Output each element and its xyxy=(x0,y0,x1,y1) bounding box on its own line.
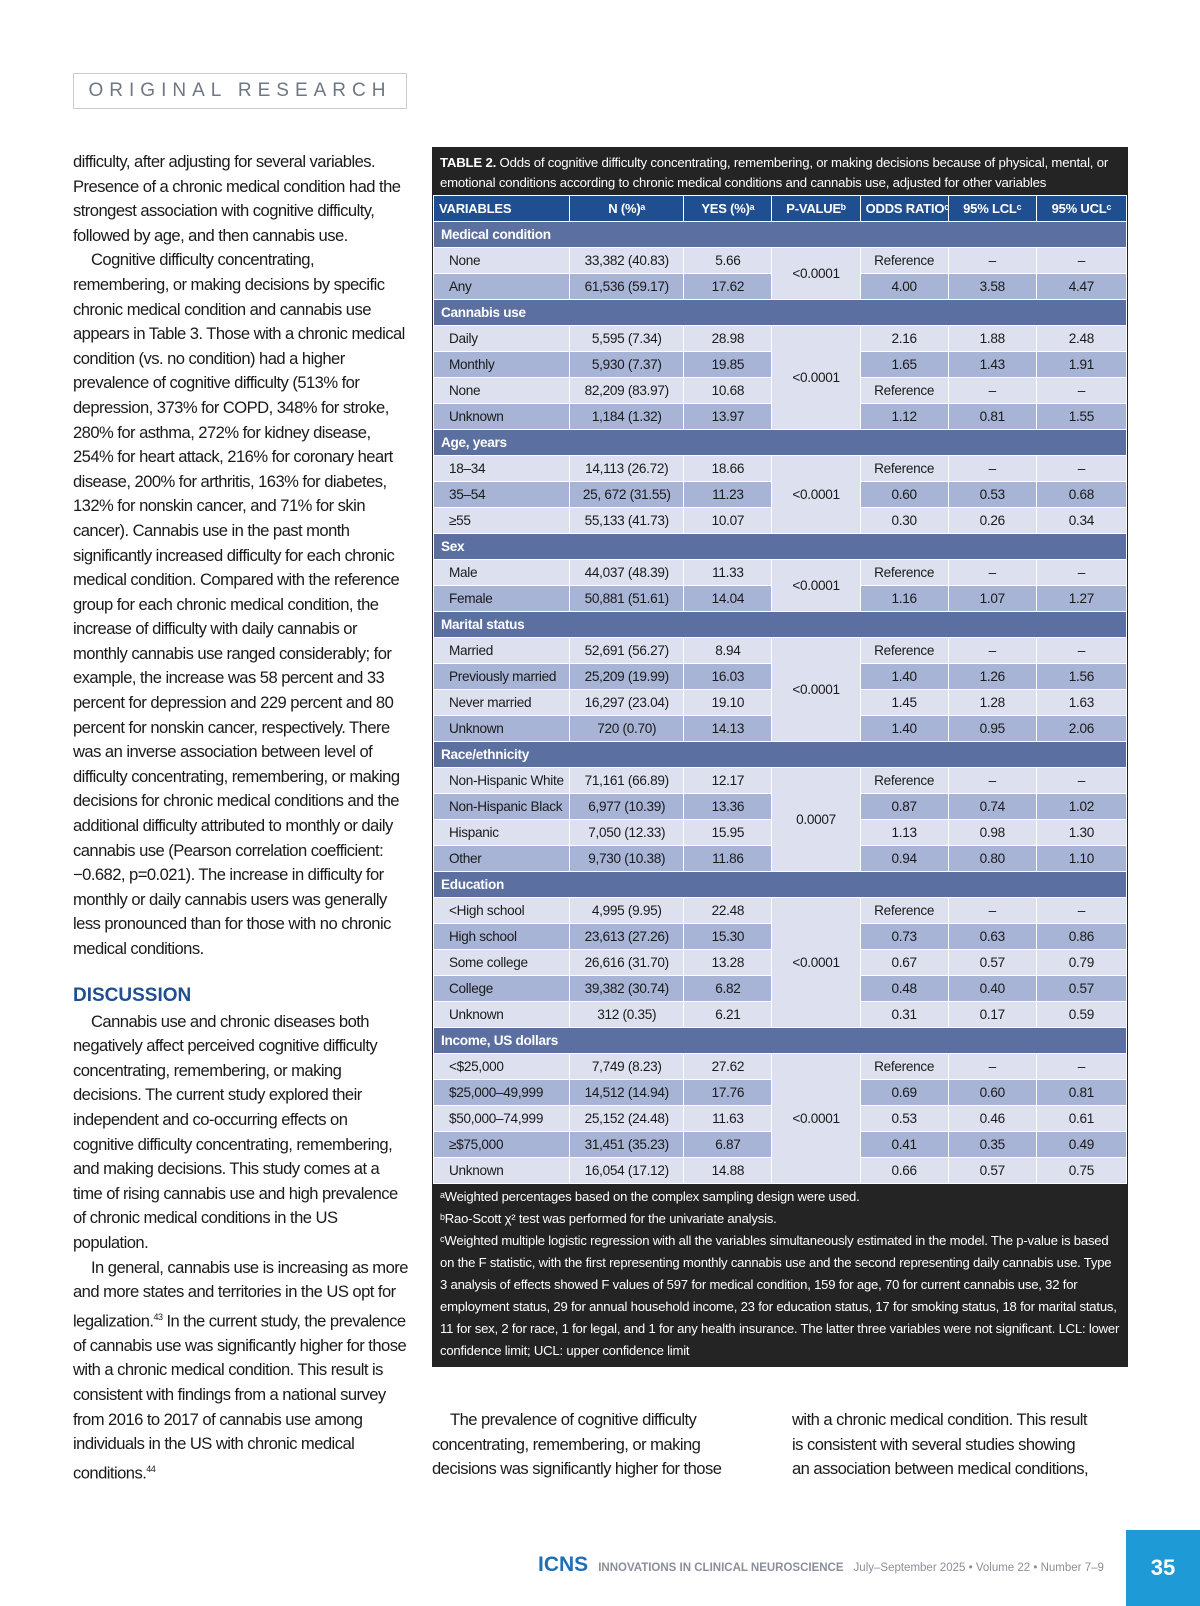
variable-cell: <High school xyxy=(434,898,570,924)
table-cell: 17.76 xyxy=(684,1080,772,1106)
table-cell: 0.75 xyxy=(1036,1158,1126,1184)
table-cell: 55,133 (41.73) xyxy=(570,508,684,534)
variable-cell: Any xyxy=(434,274,570,300)
variable-cell: Non-Hispanic White xyxy=(434,768,570,794)
table-cell: 1,184 (1.32) xyxy=(570,404,684,430)
table-cell: 0.46 xyxy=(948,1106,1036,1132)
table-section-row xyxy=(434,534,1127,560)
table-cell: 0.49 xyxy=(1036,1132,1126,1158)
table-note: ᵃWeighted percentages based on the complex sampling design were used. xyxy=(440,1189,860,1204)
table-section-row xyxy=(434,300,1127,326)
issue-info: July–September 2025 • Volume 22 • Number 7–9 xyxy=(853,1562,1104,1574)
table-cell: 1.40 xyxy=(860,664,948,690)
table-cell: 0.60 xyxy=(948,1080,1036,1106)
body-paragraph: Cognitive difficulty concentrating, remembering, or making decisions by specific chronic medical condition and cannabis use appears in Table 3. Those with a chronic medical condition (vs. no condition) had a higher prevalence of cognitive difficulty (513% for depression, 373% for COPD, 348% for stroke, 280% for asthma, 272% for kidney disease, 254% for heart attack, 216% for coronary heart disease, 200% for arthritis, 163% for diabetes, 132% for nonskin cancer, and 71% for skin cancer). Cannabis use in the past month significantly increased difficulty for each chronic medical condition. Compared with the reference group for each chronic medical condition, the increase of difficulty with daily cannabis or monthly cannabis use ranged considerably; for example, the increase was 58 percent and 33 percent for depression and 229 percent and 80 percent for nonskin cancer, respectively. There was an inverse association between level of difficulty concentrating, remembering, or making decisions for chronic medical conditions and the additional difficulty attributed to monthly or daily cannabis use (Pearson correlation coefficient: −0.682, p=0.021). The increase in difficulty for monthly or daily cannabis users was generally less pronounced than for those with no chronic medical conditions. xyxy=(73,250,405,958)
table-cell: 4.47 xyxy=(1036,274,1126,300)
table-cell: 1.13 xyxy=(860,820,948,846)
table-cell: Reference xyxy=(860,1054,948,1080)
table-cell: 312 (0.35) xyxy=(570,1002,684,1028)
table-section-row xyxy=(434,742,1127,768)
section-label: ORIGINAL RESEARCH xyxy=(73,73,407,109)
table-cell: 0.57 xyxy=(1036,976,1126,1002)
table-cell: 1.07 xyxy=(948,586,1036,612)
table-cell: 11.63 xyxy=(684,1106,772,1132)
table-cell: 1.10 xyxy=(1036,846,1126,872)
table-cell: 44,037 (48.39) xyxy=(570,560,684,586)
table-cell: 19.10 xyxy=(684,690,772,716)
table-cell: 0.59 xyxy=(1036,1002,1126,1028)
table-cell: 15.30 xyxy=(684,924,772,950)
table-cell: 39,382 (30.74) xyxy=(570,976,684,1002)
table-row xyxy=(434,326,1127,352)
table-cell: 14,113 (26.72) xyxy=(570,456,684,482)
table-cell: 0.87 xyxy=(860,794,948,820)
table-cell: 17.62 xyxy=(684,274,772,300)
variable-cell: Other xyxy=(434,846,570,872)
table-cell: 0.26 xyxy=(948,508,1036,534)
variable-cell: Married xyxy=(434,638,570,664)
table-cell: 28.98 xyxy=(684,326,772,352)
table-cell: 0.40 xyxy=(948,976,1036,1002)
journal-name: INNOVATIONS IN CLINICAL NEUROSCIENCE xyxy=(598,1562,844,1574)
table-cell: Reference xyxy=(860,898,948,924)
variable-cell: Unknown xyxy=(434,1158,570,1184)
table-cell: – xyxy=(948,248,1036,274)
section-name: Race/ethnicity xyxy=(434,742,1127,768)
table-cell: 6.87 xyxy=(684,1132,772,1158)
variable-cell: Unknown xyxy=(434,404,570,430)
table-cell: 16,054 (17.12) xyxy=(570,1158,684,1184)
table-cell: 1.56 xyxy=(1036,664,1126,690)
table-cell: 26,616 (31.70) xyxy=(570,950,684,976)
table-section-row xyxy=(434,222,1127,248)
table-cell: 1.45 xyxy=(860,690,948,716)
table-cell: 1.28 xyxy=(948,690,1036,716)
table-cell: 0.57 xyxy=(948,1158,1036,1184)
table-cell: – xyxy=(1036,898,1126,924)
p-value-cell: <0.0001 xyxy=(772,456,860,534)
table-note: ᶜWeighted multiple logistic regression with all the variables simultaneously estimated in the model. The p-value is based on the F statistic, with the first representing monthly cannabis use and the second representing daily cannabis use. Type 3 analysis of effects showed F values of 597 for medical condition, 159 for age, 70 for current cannabis use, 32 for employment status, 29 for annual household income, 23 for education status, 17 for smoking status, 18 for marital status, 11 for sex, 2 for race, 1 for legal, and 1 for any health insurance. The latter three variables were not significant. LCL: lower confidence limit; UCL: upper confidence limit xyxy=(440,1233,1120,1358)
table-cell: 11.86 xyxy=(684,846,772,872)
table-cell: 0.48 xyxy=(860,976,948,1002)
table-cell: 19.85 xyxy=(684,352,772,378)
table-note: ᵇRao-Scott χ² test was performed for the univariate analysis. xyxy=(440,1211,777,1226)
table-cell: 14.13 xyxy=(684,716,772,742)
section-name: Sex xyxy=(434,534,1127,560)
variable-cell: ≥55 xyxy=(434,508,570,534)
table-row xyxy=(434,638,1127,664)
section-name: Age, years xyxy=(434,430,1127,456)
table-cell: 13.28 xyxy=(684,950,772,976)
table-cell: 15.95 xyxy=(684,820,772,846)
table-cell: Reference xyxy=(860,560,948,586)
section-name: Medical condition xyxy=(434,222,1127,248)
table-cell: 10.68 xyxy=(684,378,772,404)
variable-cell: Male xyxy=(434,560,570,586)
table-row xyxy=(434,1054,1127,1080)
table-cell: 52,691 (56.27) xyxy=(570,638,684,664)
table-cell: 0.81 xyxy=(1036,1080,1126,1106)
table-cell: 13.36 xyxy=(684,794,772,820)
variable-cell: Monthly xyxy=(434,352,570,378)
body-paragraph: difficulty, after adjusting for several variables. Presence of a chronic medical condition had the strongest association with cognitive difficulty, followed by age, and then cannabis use. xyxy=(73,152,401,245)
section-name: Cannabis use xyxy=(434,300,1127,326)
table-cell: 8.94 xyxy=(684,638,772,664)
p-value-cell: <0.0001 xyxy=(772,638,860,742)
section-name: Income, US dollars xyxy=(434,1028,1127,1054)
table-cell: 5,930 (7.37) xyxy=(570,352,684,378)
table-cell: 5.66 xyxy=(684,248,772,274)
table-cell: 0.34 xyxy=(1036,508,1126,534)
table-cell: 1.02 xyxy=(1036,794,1126,820)
variable-cell: $50,000–74,999 xyxy=(434,1106,570,1132)
table-cell: – xyxy=(948,1054,1036,1080)
table-row xyxy=(434,248,1127,274)
table-cell: 4.00 xyxy=(860,274,948,300)
table-2 xyxy=(432,147,1128,1367)
table-cell: 0.17 xyxy=(948,1002,1036,1028)
table-body xyxy=(434,222,1127,1184)
variable-cell: Non-Hispanic Black xyxy=(434,794,570,820)
variable-cell: Unknown xyxy=(434,1002,570,1028)
reference-marker: 44 xyxy=(146,1463,156,1474)
table-cell: 27.62 xyxy=(684,1054,772,1080)
table-cell: Reference xyxy=(860,456,948,482)
table-cell: 25,152 (24.48) xyxy=(570,1106,684,1132)
table-caption-text: Odds of cognitive difficulty concentrating, remembering, or making decisions because of physical, mental, or emotional conditions according to chronic medical conditions and cannabis use, adjusted for other variables xyxy=(440,155,1109,190)
table-cell: 33,382 (40.83) xyxy=(570,248,684,274)
table-cell: – xyxy=(948,768,1036,794)
variable-cell: Never married xyxy=(434,690,570,716)
bottom-column-2 xyxy=(792,1408,1092,1482)
table-cell: 0.66 xyxy=(860,1158,948,1184)
variable-cell: ≥$75,000 xyxy=(434,1132,570,1158)
p-value-cell: <0.0001 xyxy=(772,248,860,300)
table-cell: 25, 672 (31.55) xyxy=(570,482,684,508)
column-header: ODDS RATIOᶜ xyxy=(860,196,948,222)
table-section-row xyxy=(434,872,1127,898)
variable-cell: None xyxy=(434,248,570,274)
reference-marker: 43 xyxy=(153,1311,163,1322)
table-row xyxy=(434,898,1127,924)
table-cell: 1.27 xyxy=(1036,586,1126,612)
variable-cell: <$25,000 xyxy=(434,1054,570,1080)
column-header: P-VALUEᵇ xyxy=(772,196,860,222)
variable-cell: 35–54 xyxy=(434,482,570,508)
table-cell: 0.80 xyxy=(948,846,1036,872)
table-cell: 0.73 xyxy=(860,924,948,950)
table-cell: Reference xyxy=(860,248,948,274)
p-value-cell: <0.0001 xyxy=(772,560,860,612)
table-cell: – xyxy=(1036,560,1126,586)
variable-cell: Unknown xyxy=(434,716,570,742)
variable-cell: Female xyxy=(434,586,570,612)
table-cell: 0.68 xyxy=(1036,482,1126,508)
variable-cell: Hispanic xyxy=(434,820,570,846)
table-section-row xyxy=(434,612,1127,638)
table-cell: 1.55 xyxy=(1036,404,1126,430)
table-caption xyxy=(433,148,1127,195)
table-cell: 0.79 xyxy=(1036,950,1126,976)
table-cell: 0.63 xyxy=(948,924,1036,950)
table-cell: 0.94 xyxy=(860,846,948,872)
table-cell: 1.63 xyxy=(1036,690,1126,716)
table-caption-label: TABLE 2. xyxy=(440,155,497,170)
table-cell: 9,730 (10.38) xyxy=(570,846,684,872)
table-cell: – xyxy=(948,378,1036,404)
table-cell: 1.91 xyxy=(1036,352,1126,378)
table-cell: – xyxy=(1036,768,1126,794)
table-cell: 13.97 xyxy=(684,404,772,430)
variable-cell: Previously married xyxy=(434,664,570,690)
left-column xyxy=(73,150,408,1486)
table-cell: 10.07 xyxy=(684,508,772,534)
p-value-cell: <0.0001 xyxy=(772,326,860,430)
table-cell: – xyxy=(1036,638,1126,664)
bottom-column-1 xyxy=(432,1408,732,1482)
table-cell: Reference xyxy=(860,638,948,664)
table-cell: 61,536 (59.17) xyxy=(570,274,684,300)
p-value-cell: <0.0001 xyxy=(772,1054,860,1184)
column-header: VARIABLES xyxy=(434,196,570,222)
table-cell: 4,995 (9.95) xyxy=(570,898,684,924)
journal-logo: ICNS xyxy=(538,1553,589,1576)
p-value-cell: 0.0007 xyxy=(772,768,860,872)
table-cell: 0.74 xyxy=(948,794,1036,820)
table-cell: 0.31 xyxy=(860,1002,948,1028)
table-cell: – xyxy=(948,456,1036,482)
variable-cell: $25,000–49,999 xyxy=(434,1080,570,1106)
table-cell: Reference xyxy=(860,768,948,794)
table-cell: 11.33 xyxy=(684,560,772,586)
table-cell: 71,161 (66.89) xyxy=(570,768,684,794)
table-header-row xyxy=(434,196,1127,222)
table-cell: – xyxy=(1036,378,1126,404)
table-cell: 23,613 (27.26) xyxy=(570,924,684,950)
table-cell: 0.30 xyxy=(860,508,948,534)
table-cell: 0.53 xyxy=(860,1106,948,1132)
variable-cell: 18–34 xyxy=(434,456,570,482)
table-cell: 50,881 (51.61) xyxy=(570,586,684,612)
section-name: Marital status xyxy=(434,612,1127,638)
table-cell: 0.69 xyxy=(860,1080,948,1106)
variable-cell: None xyxy=(434,378,570,404)
table-cell: 3.58 xyxy=(948,274,1036,300)
table-cell: 2.16 xyxy=(860,326,948,352)
table-cell: 0.53 xyxy=(948,482,1036,508)
table-cell: 0.86 xyxy=(1036,924,1126,950)
table-cell: 1.16 xyxy=(860,586,948,612)
table-cell: 7,749 (8.23) xyxy=(570,1054,684,1080)
table-cell: 14,512 (14.94) xyxy=(570,1080,684,1106)
table-cell: 1.12 xyxy=(860,404,948,430)
column-header: 95% UCLᶜ xyxy=(1036,196,1126,222)
table-cell: 18.66 xyxy=(684,456,772,482)
body-paragraph: Cannabis use and chronic diseases both negatively affect perceived cognitive difficulty concentrating, remembering, or making decisions. The current study explored their independent and co-occurring effects on cognitive difficulty concentrating, remembering, and making decisions. This study comes at a time of rising cannabis use and high prevalence of chronic medical conditions in the US population. xyxy=(73,1011,398,1252)
table-cell: 25,209 (19.99) xyxy=(570,664,684,690)
table-cell: 0.60 xyxy=(860,482,948,508)
table-row xyxy=(434,560,1127,586)
p-value-cell: <0.0001 xyxy=(772,898,860,1028)
table-cell: Reference xyxy=(860,378,948,404)
table-cell: – xyxy=(948,560,1036,586)
table-cell: 2.48 xyxy=(1036,326,1126,352)
variable-cell: College xyxy=(434,976,570,1002)
table-cell: 11.23 xyxy=(684,482,772,508)
body-paragraph: The prevalence of cognitive difficulty concentrating, remembering, or making decisions was significantly higher for those xyxy=(432,1410,722,1479)
variable-cell: Daily xyxy=(434,326,570,352)
page-footer xyxy=(538,1553,1104,1581)
table-row xyxy=(434,456,1127,482)
body-paragraph xyxy=(73,1256,408,1486)
table-cell: – xyxy=(948,898,1036,924)
table-cell: 1.30 xyxy=(1036,820,1126,846)
table-cell: 1.43 xyxy=(948,352,1036,378)
page-number: 35 xyxy=(1126,1530,1200,1606)
variable-cell: Some college xyxy=(434,950,570,976)
table-cell: – xyxy=(1036,456,1126,482)
table-cell: 0.57 xyxy=(948,950,1036,976)
table-section-row xyxy=(434,430,1127,456)
table-cell: 0.67 xyxy=(860,950,948,976)
table-cell: 6.21 xyxy=(684,1002,772,1028)
table-cell: 720 (0.70) xyxy=(570,716,684,742)
table-cell: 0.41 xyxy=(860,1132,948,1158)
table-cell: 1.88 xyxy=(948,326,1036,352)
table-cell: 5,595 (7.34) xyxy=(570,326,684,352)
table-cell: 0.61 xyxy=(1036,1106,1126,1132)
paragraph-text: In the current study, the prevalence of cannabis use was significantly higher for those with a chronic medical condition. This result is consistent with findings from a national survey from 2016 to 2017 of cannabis use among individuals in the US with chronic medical conditions. xyxy=(73,1311,407,1483)
table-cell: – xyxy=(1036,248,1126,274)
table-section-row xyxy=(434,1028,1127,1054)
variable-cell: High school xyxy=(434,924,570,950)
table-cell: 6.82 xyxy=(684,976,772,1002)
table-cell: 82,209 (83.97) xyxy=(570,378,684,404)
paragraph-text: In general, cannabis use is increasing as more and more states and territories in the US opt for legalization. xyxy=(73,1257,408,1331)
table-cell: 16,297 (23.04) xyxy=(570,690,684,716)
table-cell: 1.65 xyxy=(860,352,948,378)
table-cell: 1.40 xyxy=(860,716,948,742)
table-cell: 31,451 (35.23) xyxy=(570,1132,684,1158)
body-paragraph: with a chronic medical condition. This result is consistent with several studies showing an association between medical conditions, xyxy=(792,1410,1089,1479)
table-row xyxy=(434,768,1127,794)
table-cell: 0.98 xyxy=(948,820,1036,846)
column-header: YES (%)ᵃ xyxy=(684,196,772,222)
table-cell: 12.17 xyxy=(684,768,772,794)
table-cell: 14.88 xyxy=(684,1158,772,1184)
table-cell: 0.35 xyxy=(948,1132,1036,1158)
column-header: N (%)ᵃ xyxy=(570,196,684,222)
table-cell: 0.81 xyxy=(948,404,1036,430)
table-cell: 1.26 xyxy=(948,664,1036,690)
table-cell: – xyxy=(948,638,1036,664)
table-cell: – xyxy=(1036,1054,1126,1080)
discussion-heading: DISCUSSION xyxy=(73,984,192,1006)
table-cell: 0.95 xyxy=(948,716,1036,742)
table-cell: 6,977 (10.39) xyxy=(570,794,684,820)
section-name: Education xyxy=(434,872,1127,898)
table-notes xyxy=(433,1184,1127,1366)
table-cell: 16.03 xyxy=(684,664,772,690)
table-cell: 7,050 (12.33) xyxy=(570,820,684,846)
table-cell: 22.48 xyxy=(684,898,772,924)
table-cell: 14.04 xyxy=(684,586,772,612)
table-cell: 2.06 xyxy=(1036,716,1126,742)
odds-table xyxy=(433,195,1127,1184)
column-header: 95% LCLᶜ xyxy=(948,196,1036,222)
